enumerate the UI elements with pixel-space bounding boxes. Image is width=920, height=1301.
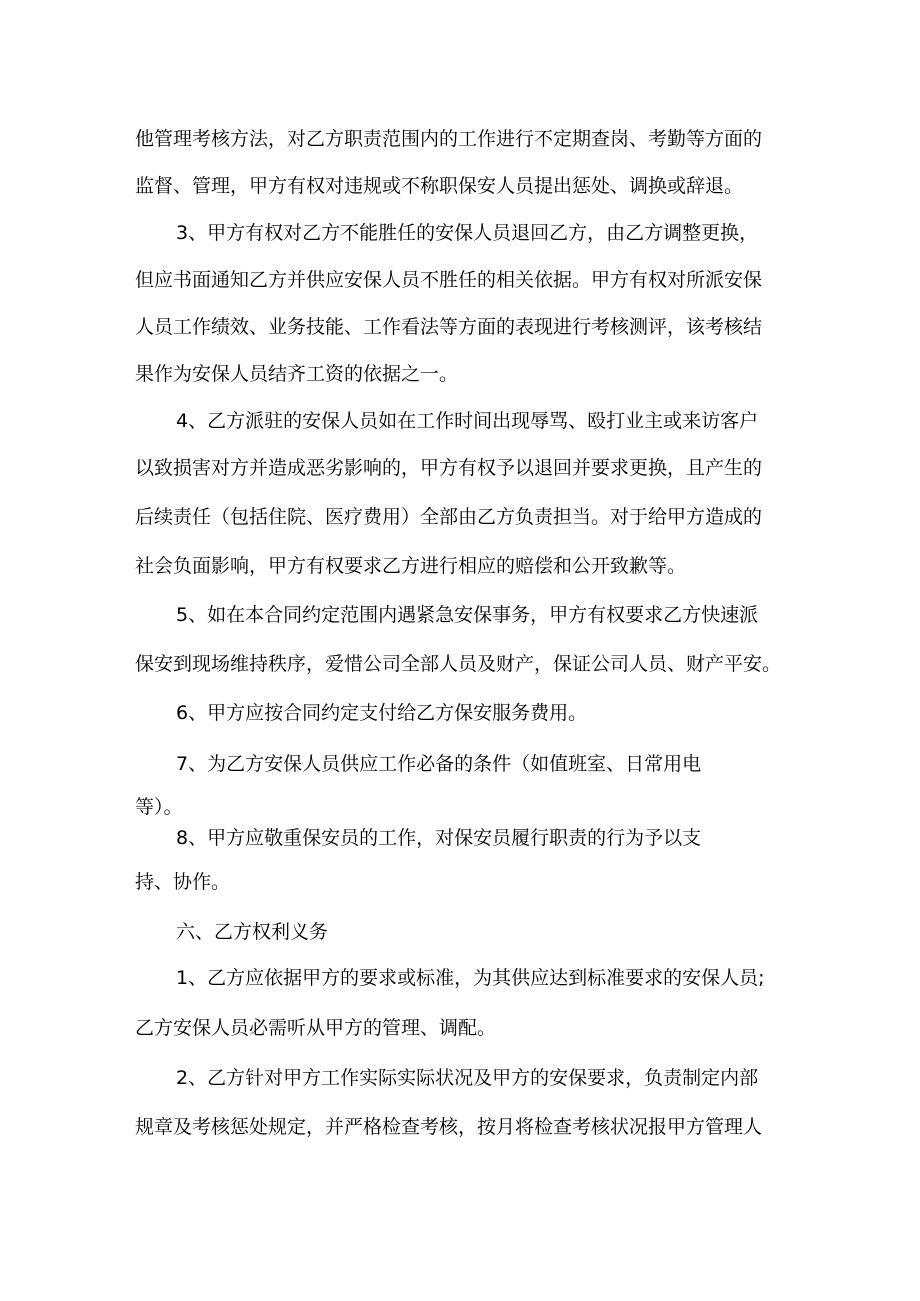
text-line: 8、甲方应敬重保安员的工作，对保安员履行职责的行为予以支 bbox=[176, 827, 702, 849]
text-line: 果作为安保人员结齐工资的依据之一。 bbox=[135, 363, 459, 385]
text-line: 等）。 bbox=[135, 796, 183, 818]
section-heading: 六、乙方权利义务 bbox=[176, 921, 329, 943]
text-line: 规章及考核惩处规定，并严格检查考核，按月将检查考核状况报甲方管理人 bbox=[135, 1116, 763, 1138]
text-line: 4、乙方派驻的安保人员如在工作时间出现辱骂、殴打业主或来访客户 bbox=[176, 410, 759, 432]
text-line: 监督、管理，甲方有权对违规或不称职保安人员提出惩处、调换或辞退。 bbox=[135, 175, 744, 197]
text-line: 7、为乙方安保人员供应工作必备的条件（如值班室、日常用电 bbox=[176, 753, 702, 775]
text-line: 6、甲方应按合同约定支付给乙方保安服务费用。 bbox=[176, 702, 588, 724]
text-line: 但应书面通知乙方并供应安保人员不胜任的相关依据。甲方有权对所派安保 bbox=[135, 269, 763, 291]
text-line: 人员工作绩效、业务技能、工作看法等方面的表现进行考核测评，该考核结 bbox=[135, 316, 763, 338]
text-line: 2、乙方针对甲方工作实际实际状况及甲方的安保要求，负责制定内部 bbox=[176, 1067, 759, 1089]
text-line: 后续责任（包括住院、医疗费用）全部由乙方负责担当。对于给甲方造成的 bbox=[135, 506, 763, 528]
text-line: 1、乙方应依据甲方的要求或标准，为其供应达到标准要求的安保人员; bbox=[176, 967, 765, 989]
text-line: 社会负面影响，甲方有权要求乙方进行相应的赔偿和公开致歉等。 bbox=[135, 555, 687, 577]
text-line: 乙方安保人员必需听从甲方的管理、调配。 bbox=[135, 1017, 497, 1039]
text-line: 以致损害对方并造成恶劣影响的，甲方有权予以退回并要求更换，且产生的 bbox=[135, 457, 763, 479]
text-line: 3、甲方有权对乙方不能胜任的安保人员退回乙方，由乙方调整更换， bbox=[176, 222, 759, 244]
text-line: 5、如在本合同约定范围内遇紧急安保事务，甲方有权要求乙方快速派 bbox=[176, 604, 759, 626]
text-line: 他管理考核方法，对乙方职责范围内的工作进行不定期查岗、考勤等方面的 bbox=[135, 128, 763, 150]
text-line: 保安到现场维持秩序，爱惜公司全部人员及财产，保证公司人员、财产平安。 bbox=[135, 653, 782, 675]
text-line: 持、协作。 bbox=[135, 871, 231, 893]
